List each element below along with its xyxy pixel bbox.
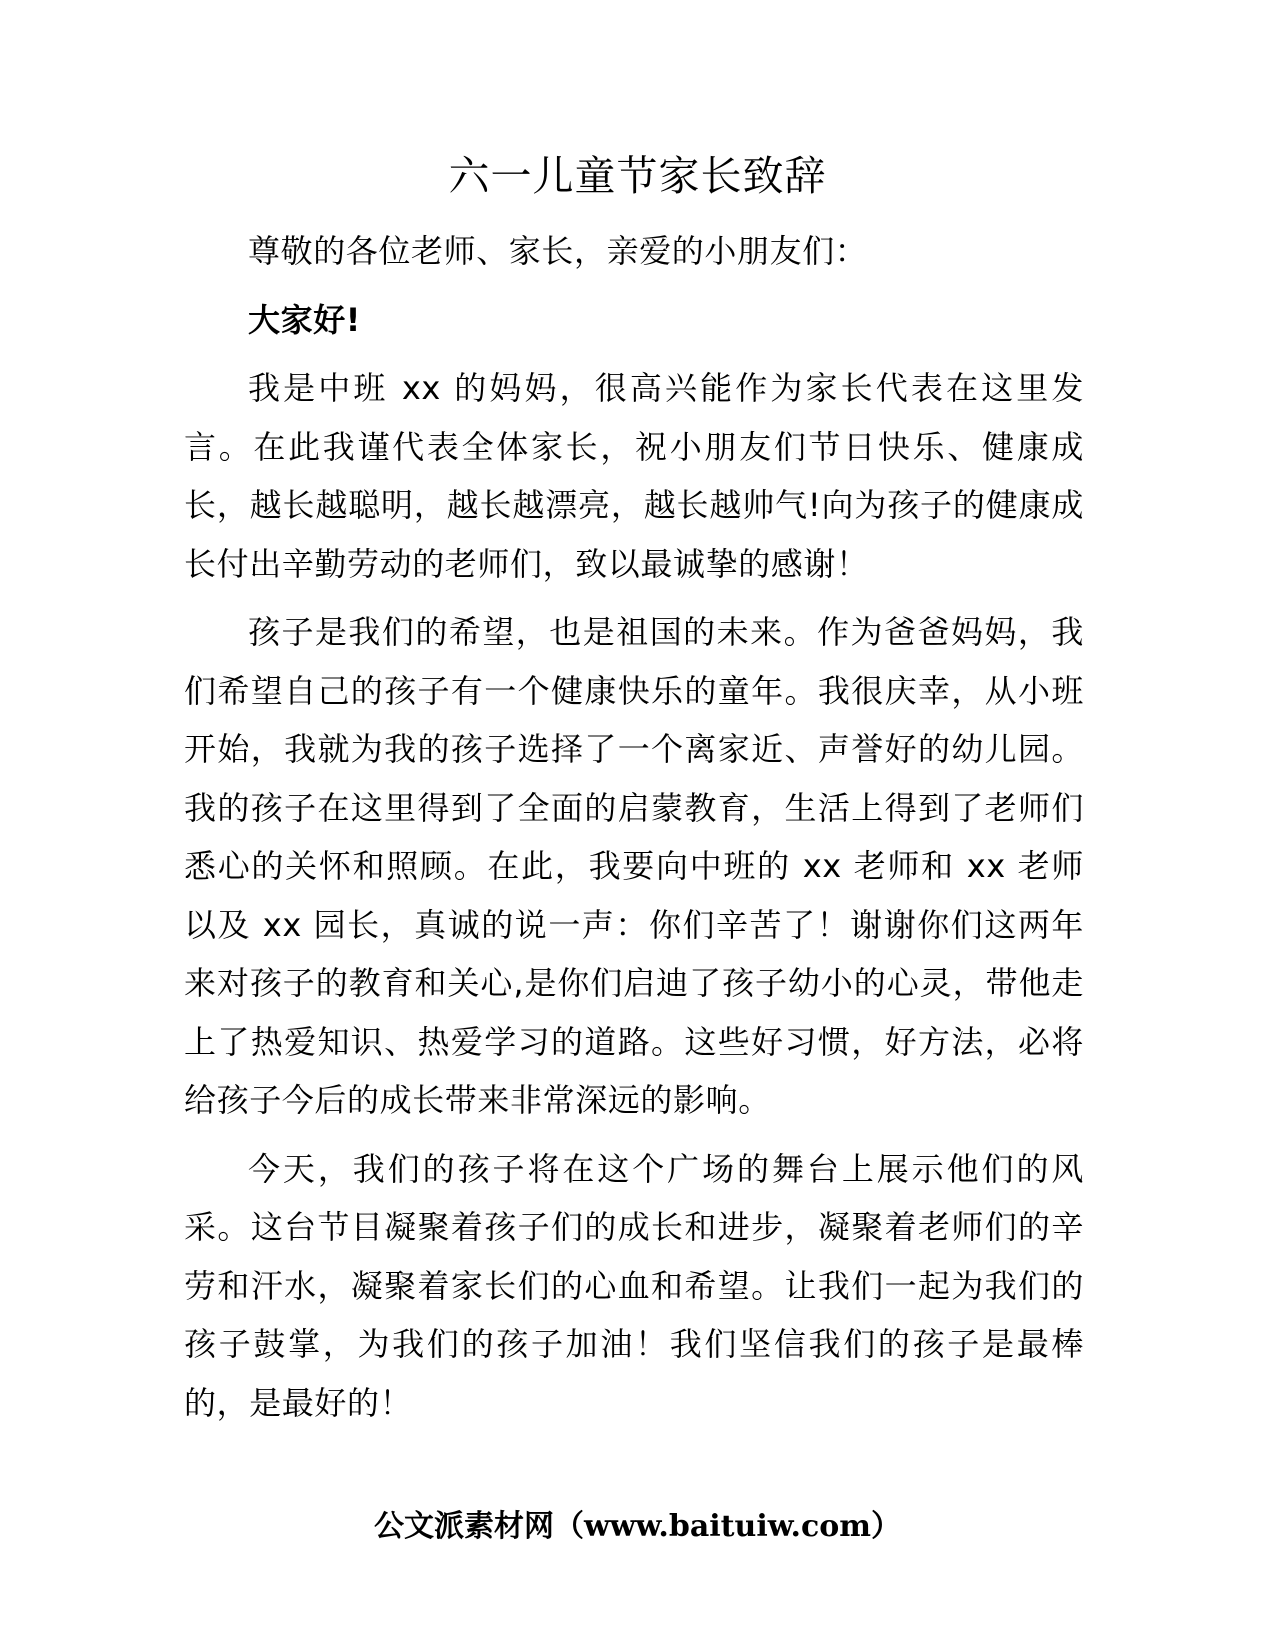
- body-paragraph-thanks: 孩子是我们的希望，也是祖国的未来。作为爸爸妈妈，我们希望自己的孩子有一个健康快乐的童年。我很庆幸，从小班开始，我就为我的孩子选择了一个离家近、声誉好的幼儿园。我的孩子在这里得到了全面的启蒙教育，生活上得到了老师们悉心的关怀和照顾。在此，我要向中班的 xx 老师和 xx 老师以及 xx 园长，真诚的说一声：你们辛苦了！谢谢你们这两年来对孩子的教育和关心,是你们启迪了孩子幼小的心灵，带他走上了热爱知识、热爱学习的道路。这些好习惯，好方法，必将给孩子今后的成长带来非常深远的影响。: [184, 613, 1084, 1119]
- greeting-paragraph: 大家好!: [248, 300, 361, 339]
- document-body: [184, 222, 1084, 1442]
- salutation-paragraph: 尊敬的各位老师、家长，亲爱的小朋友们：: [248, 232, 868, 270]
- source-footer: 公文派素材网（www.baituiw.com）: [373, 1509, 902, 1544]
- body-paragraph-intro: 我是中班 xx 的妈妈，很高兴能作为家长代表在这里发言。在此我谨代表全体家长，祝小朋友们节日快乐、健康成长，越长越聪明，越长越漂亮，越长越帅气!向为孩子的健康成长付出辛勤劳动的老师们，致以最诚挚的感谢！: [184, 369, 1084, 583]
- document-title: 六一儿童节家长致辞: [448, 152, 827, 200]
- body-paragraph-closing: 今天，我们的孩子将在这个广场的舞台上展示他们的风采。这台节目凝聚着孩子们的成长和进步，凝聚着老师们的辛劳和汗水，凝聚着家长们的心血和希望。让我们一起为我们的孩子鼓掌，为我们的孩子加油！我们坚信我们的孩子是最棒的，是最好的！: [184, 1149, 1084, 1422]
